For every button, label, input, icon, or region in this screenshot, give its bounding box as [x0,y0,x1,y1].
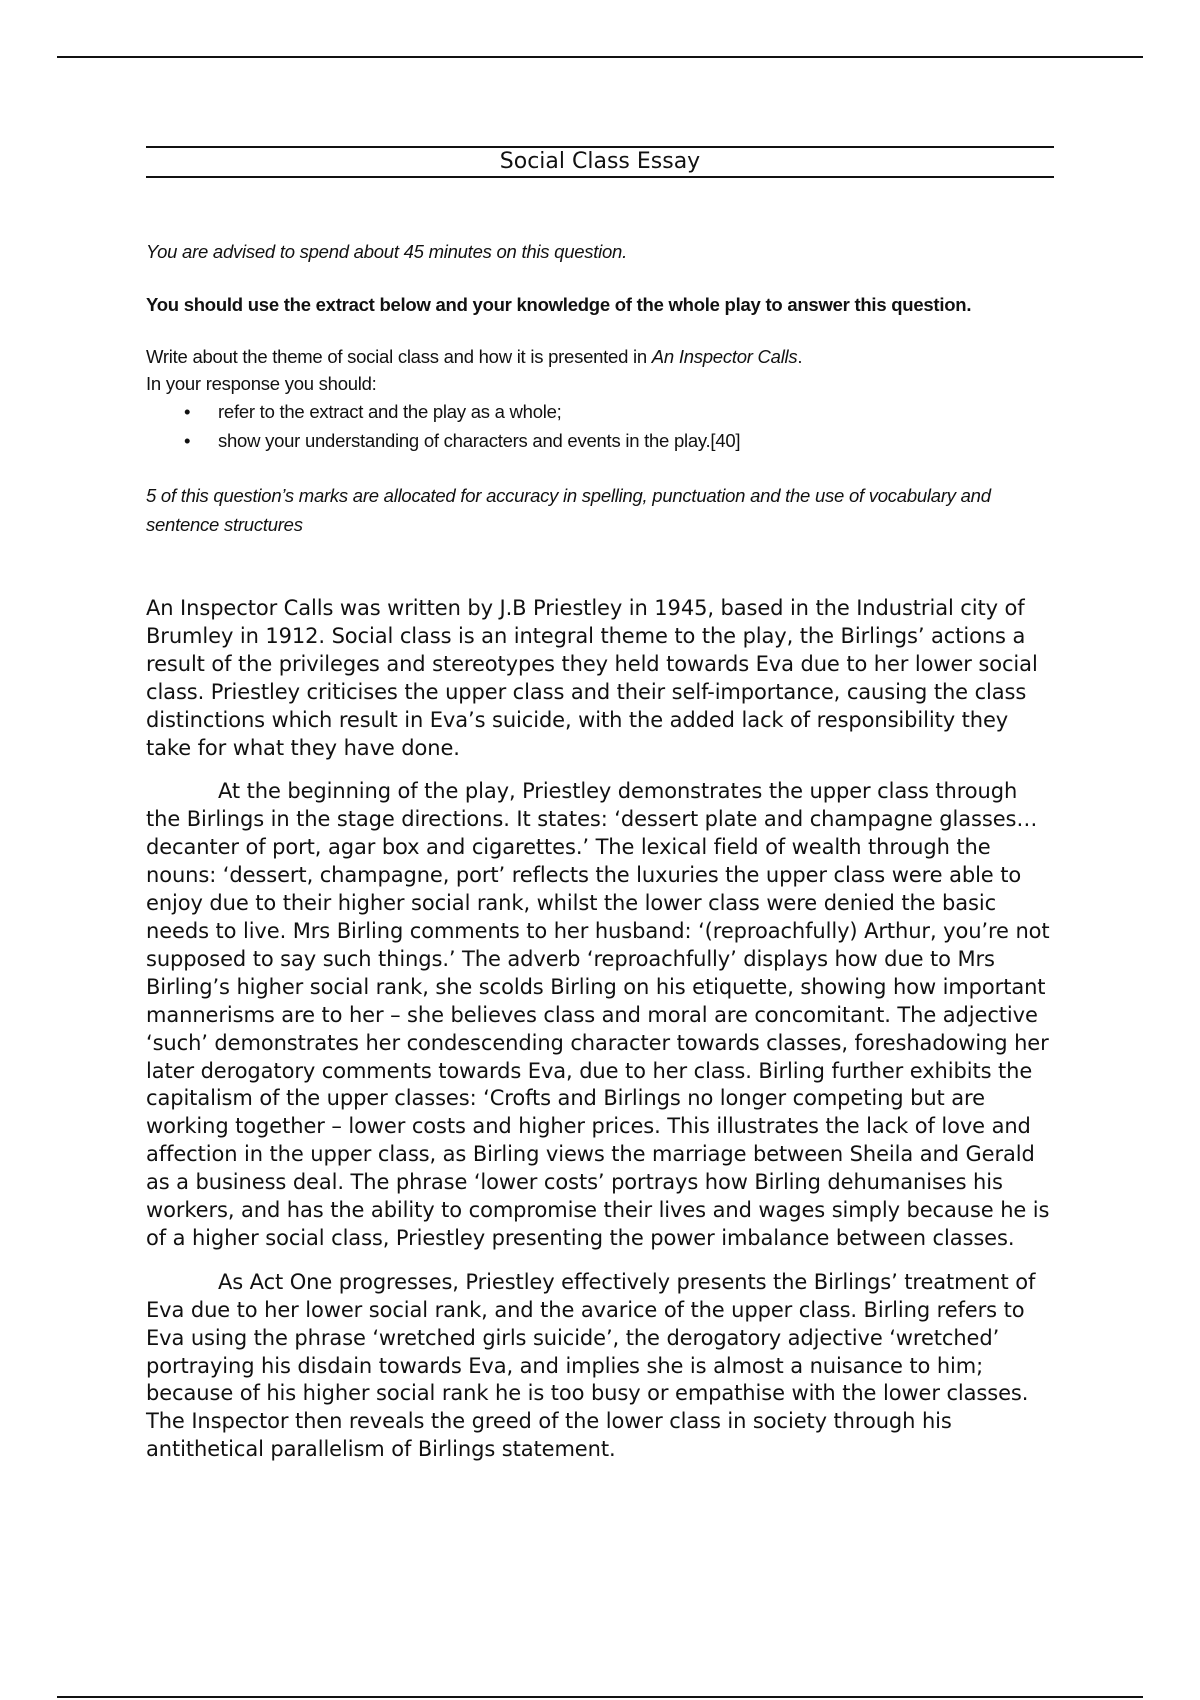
essay-paragraph: As Act One progresses, Priestley effectively presents the Birlings’ treatment of Eva due to her lower social rank, and the avarice of the upper class. Birling refers to Eva using the phrase ‘wretched girls suicide’, the derogatory adjective ‘wretched’ portraying his disdain towards Eva, and implies she is almost a nuisance to him; because of his higher social rank he is too busy or empathise with the lower classes. The Inspector then reveals the greed of the lower class in society through his antithetical parallelism of Birlings statement. [146,1269,1036,1462]
response-bullet-list [146,397,1054,455]
essay-text [146,595,1054,1464]
task-statement [146,343,1054,397]
essay-paragraph: An Inspector Calls was written by J.B Priestley in 1945, based in the Industrial city of Brumley in 1912. Social class is an integral theme to the play, the Birlings’ actions a result of the privileges and stereotypes they held towards Eva due to her lower social class. Priestley criticises the upper class and their self-importance, causing the class distinctions which result in Eva’s suicide, with the added lack of responsibility they take for what they have done. [146,596,1038,760]
response-lead: In your response you should: [146,373,377,394]
task-suffix: . [797,346,803,367]
page-top-rule [57,56,1143,58]
task-line [146,343,1054,370]
page-bottom-rule [57,1696,1143,1698]
question-instructions [146,238,1054,539]
bullet-icon: • [184,401,191,422]
bullet-item [146,397,1054,426]
play-title: An Inspector Calls [651,346,798,367]
marks-allocation-note: 5 of this question’s marks are allocated for accuracy in spelling, punctuation and the use of vocabulary and sentence structures [146,485,991,535]
essay-paragraph: At the beginning of the play, Priestley demonstrates the upper class through the Birlings in the stage directions. It states: ‘dessert plate and champagne glasses…decanter of port, agar box and cigarettes.’ The lexical field of wealth through the nouns: ‘dessert, champagne, port’ reflects the luxuries the upper class were able to enjoy due to their higher social rank, whilst the lower class were denied the basic needs to live. Mrs Birling comments to her husband: ‘(reproachfully) Arthur, you’re not supposed to say such things.’ The adverb ‘reproachfully’ displays how due to Mrs Birling’s higher social rank, she scolds Birling on his etiquette, showing how important mannerisms are to her – she believes class and moral are concomitant. The adjective ‘such’ demonstrates her condescending character towards classes, foreshadowing her later derogatory comments towards Eva, due to her class. Birling further exhibits the capitalism of the upper classes: ‘Crofts and Birlings no longer competing but are working together – lower costs and higher prices. This illustrates the lack of love and affection in the upper class, as Birling views the marriage between Sheila and Gerald as a business deal. The phrase ‘lower costs’ portrays how Birling dehumanises his workers, and has the ability to compromise their lives and wages simply because he is of a higher social class, Priestley presenting the power imbalance between classes. [146,779,1050,1250]
document-title: Social Class Essay [146,146,1054,178]
extract-instruction: You should use the extract below and your knowledge of the whole play to answer this question. [146,294,972,315]
document-body [146,146,1054,1480]
time-advice: You are advised to spend about 45 minutes on this question. [146,241,627,262]
bullet-item [146,426,1054,455]
bullet-icon: • [184,430,191,451]
bullet-text: refer to the extract and the play as a whole; [218,401,562,422]
bullet-text: show your understanding of characters and events in the play.[40] [218,430,741,451]
task-prefix: Write about the theme of social class and how it is presented in [146,346,652,367]
